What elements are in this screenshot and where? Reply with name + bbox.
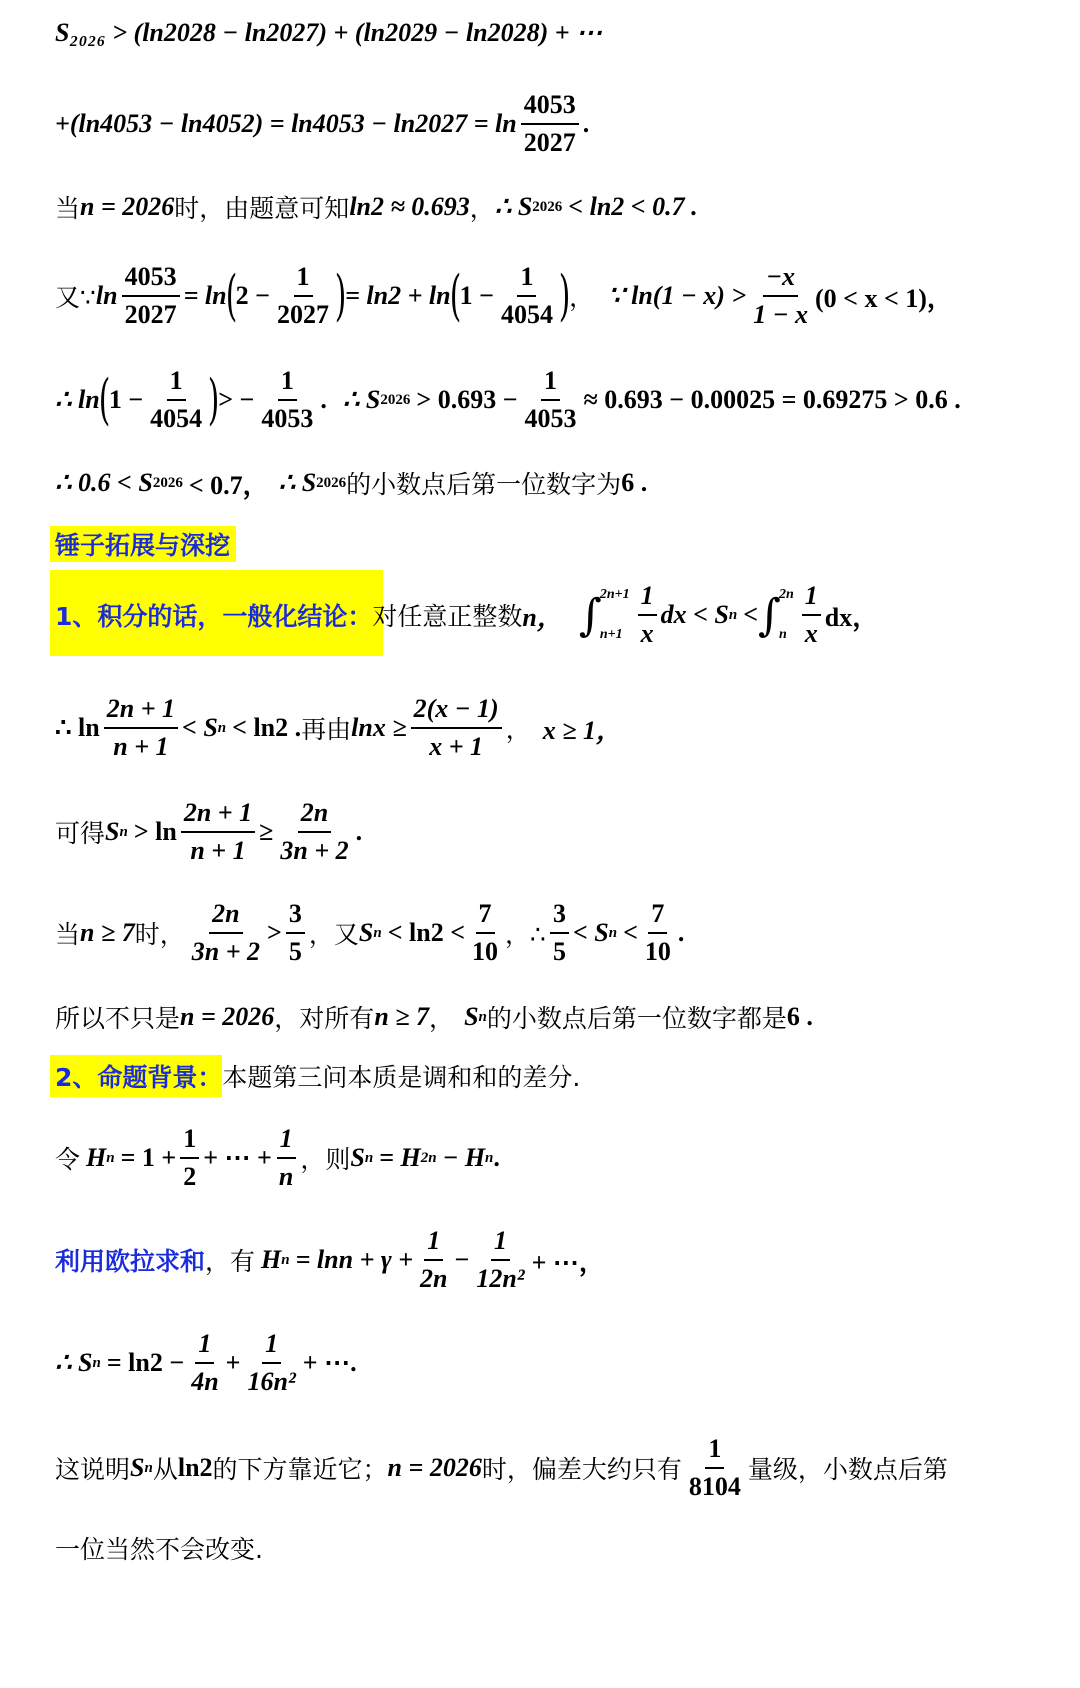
- fraction: $\frac{4053}{2027}$: [521, 87, 579, 161]
- text-line-6: ∴ 0.6 < S 2026 < 0.7， ∴ S 2026 的小数点后第一位数字为 6 .: [55, 468, 648, 500]
- eq-line-9: 可得 S n > ln $\frac{2n + 1}{n + 1}$ ≥ $\frac{2n}{3n + 2}$ .: [55, 794, 1072, 870]
- math-text: S₂₀₂₆ > (ln2028 − ln2027) + (ln2029 − ln2028) + ⋯: [55, 18, 603, 47]
- text-line-11: 所以不只是 n = 2026 ，对所有 n ≥ 7 ， S n 的小数点后第一位数字都是 6 .: [55, 1002, 813, 1033]
- eq-line-13: 令 H n = 1 + $\frac{1}{2}$ + ⋯ + $\frac{1}{n}$ ，则 S n = H 2n − H n .: [55, 1120, 1072, 1196]
- eq-line-4: 又∵ ln $\frac{4053}{2027}$ = ln ( 2 − $\frac{1}{2027}$ ) = ln2 + ln ( 1 − $\frac{1}{4054}$ ) ， ∵ ln(1 − x) > $\frac{-x}{1 - x}$ (0 < x < 1)，: [55, 256, 1072, 336]
- eq-line-7: 1、积分的话，一般化结论： 对任意正整数 n， ∫ 2n+1 n+1 $\frac{1}{x}$ dx < S n < ∫ 2n n $\frac{1}{x}$ dx，: [55, 575, 1072, 655]
- heading-text: 锤子拓展与深挖: [55, 531, 231, 560]
- eq-line-10: 当 n ≥ 7 时， $\frac{2n}{3n + 2}$ > $\frac{3}{5}$ ，又 S n < ln2 < $\frac{7}{10}$ ，∴ $\frac{3}{5}$ < S n < $\frac{7}{10}$ .: [55, 895, 1072, 971]
- eq-line-2: [55, 88, 1072, 160]
- eq-line-15: ∴ S n = ln2 − $\frac{1}{4n}$ + $\frac{1}{\text{16n²}}$ + ⋯.: [55, 1325, 1072, 1401]
- text-line-3: 当 n = 2026 时，由题意可知 ln2 ≈ 0.693 ， ∴ S 2026 < ln2 < 0.7 .: [55, 192, 698, 223]
- section-heading: [55, 526, 1072, 562]
- eq-line-1: [55, 8, 1072, 58]
- text-line-17: 一位当然不会改变.: [55, 1535, 263, 1564]
- eq-line-5: ∴ ln ( 1 − $\frac{1}{4054}$ ) > − $\frac{1}{4053}$ . ∴ S 2026 > 0.693 − $\frac{1}{4053}$ ≈ 0.693 − 0.00025 = 0.69275 > 0.6 .: [55, 360, 1072, 440]
- eq-line-8: ∴ ln $\frac{2n + 1}{n + 1}$ < S n < ln2 . 再由 lnx ≥ $\frac{2(x - 1)}{x + 1}$ ， x ≥ 1，: [55, 690, 1072, 766]
- eq-line-14: 利用欧拉求和 ，有 H n = lnn + γ + $\frac{1}{2n}$ − $\frac{1}{\text{12n²}}$ + ⋯，: [55, 1222, 1072, 1298]
- text-line-12: 2、命题背景： 本题第三问本质是调和和的差分.: [55, 1063, 581, 1092]
- text-line-16: 这说明 S n 从 ln2 的下方靠近它； n = 2026 时，偏差大约只有 $\frac{1}{8104}$ 量级，小数点后第: [55, 1430, 1072, 1506]
- math-text: .: [582, 109, 590, 138]
- math-text: +(ln4053 − ln4052) = ln4053 − ln2027 = ln: [55, 109, 517, 138]
